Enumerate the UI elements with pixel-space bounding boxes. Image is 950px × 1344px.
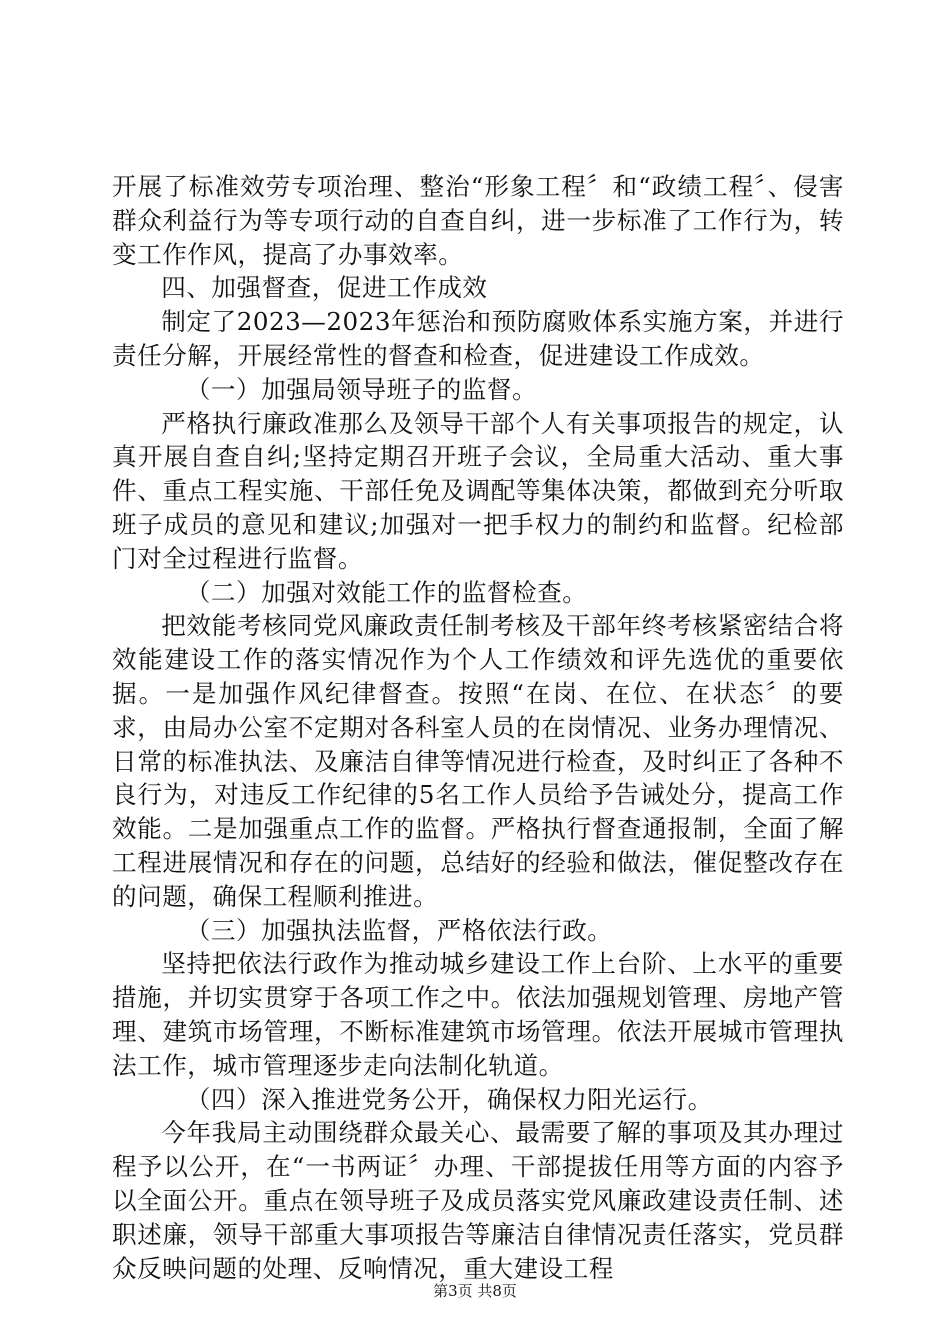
page-footer	[0, 1281, 950, 1301]
page-number: 第3页 共8页	[433, 1282, 517, 1300]
subheading-one: （一）加强局领导班子的监督。	[185, 374, 538, 404]
section-heading-four: 四、加强督查，促进工作成效	[161, 273, 488, 303]
paragraph-efficiency: 把效能考核同党风廉政责任制考核及干部年终考核紧密结合将效能建设工作的落实情况作为个人工作绩效和评先选优的重要依据。一是加强作风纪律督查。按照“在岗、在位、在状态〞的要求，由局办公室不定期对各科室人员的在岗情况、业务办理情况、日常的标准执法、及廉洁自律等情况进行检查，及时纠正了各种不良行为，对违反工作纪律的5名工作人员给予告诫处分，提高工作效能。二是加强重点工作的监督。严格执行督查通报制，全面了解工程进展情况和存在的问题，总结好的经验和做法，催促整改存在的问题，确保工程顺利推进。	[112, 611, 844, 911]
paragraph-openness: 今年我局主动围绕群众最关心、最需要了解的事项及其办理过程予以公开，在“一书两证〞办理、干部提拔任用等方面的内容予以全面公开。重点在领导班子及成员落实党风廉政建设责任制、述职述廉，领导干部重大事项报告等廉洁自律情况责任落实，党员群众反映问题的处理、反响情况，重大建设工程	[112, 1118, 844, 1283]
subheading-two: （二）加强对效能工作的监督检查。	[185, 577, 588, 607]
subheading-four: （四）深入推进党务公开，确保权力阳光运行。	[185, 1084, 713, 1114]
paragraph-law: 坚持把依法行政作为推动城乡建设工作上台阶、上水平的重要措施，并切实贯穿于各项工作之中。依法加强规划管理、房地产管理、建筑市场管理，不断标准建筑市场管理。依法开展城市管理执法工作，城市管理逐步走向法制化轨道。	[112, 949, 844, 1080]
paragraph-leadership: 严格执行廉政准那么及领导干部个人有关事项报告的规定，认真开展自查自纠;坚持定期召开班子会议，全局重大活动、重大事件、重点工程实施、干部任免及调配等集体决策，都做到充分听取班子成员的意见和建议;加强对一把手权力的制约和监督。纪检部门对全过程进行监督。	[112, 408, 844, 573]
paragraph-plan: 制定了2023—2023年惩治和预防腐败体系实施方案，并进行责任分解，开展经常性的督查和检查，促进建设工作成效。	[112, 307, 844, 370]
paragraph-continuation: 开展了标准效劳专项治理、整治“形象工程〞和“政绩工程〞、侵害群众利益行为等专项行动的自查自纠，进一步标准了工作行为，转变工作作风，提高了办事效率。	[112, 172, 844, 269]
subheading-three: （三）加强执法监督，严格依法行政。	[185, 915, 613, 945]
document-body	[112, 170, 844, 1285]
